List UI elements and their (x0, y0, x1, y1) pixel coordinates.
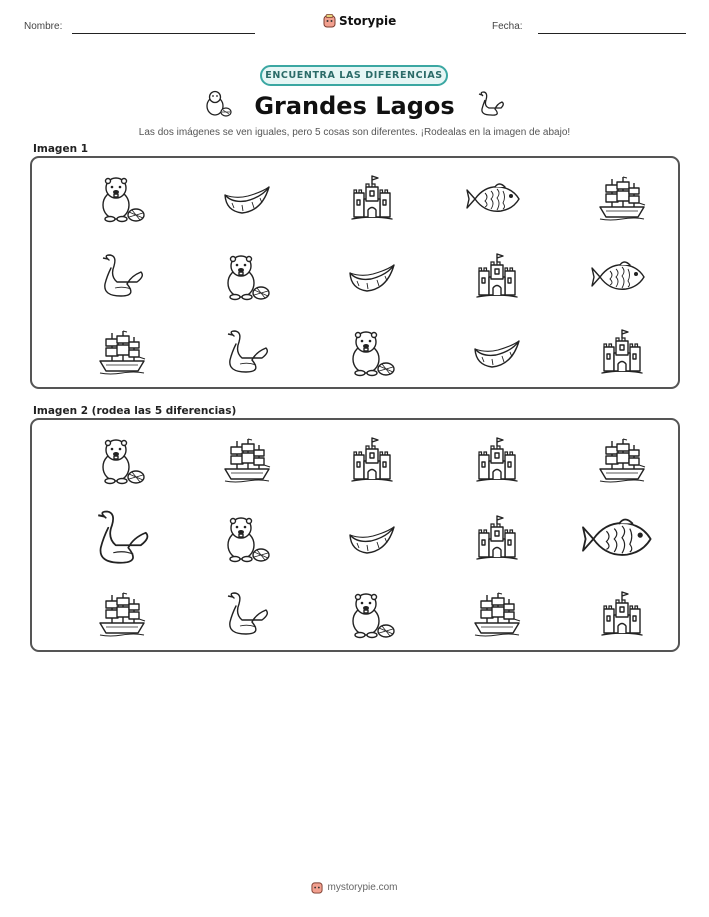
beaver-icon (202, 90, 232, 118)
fish-icon[interactable] (557, 502, 687, 576)
beaver-icon (57, 162, 187, 236)
footer-url[interactable]: mystorypie.com (327, 882, 398, 893)
canoe-icon (307, 240, 437, 314)
castle-icon (432, 240, 562, 314)
castle-icon (557, 316, 687, 390)
brand-logo (323, 14, 396, 28)
image2-label: Imagen 2 (rodea las 5 diferencias) (33, 405, 237, 417)
castle-icon (307, 162, 437, 236)
beaver-icon[interactable] (307, 578, 437, 652)
swan-icon (477, 90, 507, 118)
beaver-icon (182, 240, 312, 314)
canoe-icon (432, 316, 562, 390)
footer (0, 881, 709, 894)
instructions: Las dos imágenes se ven iguales, pero 5 cosas son diferentes. ¡Rodealas en la imagen de abajo! (138, 127, 571, 138)
page-title (0, 90, 709, 120)
beaver-icon (307, 316, 437, 390)
fish-icon (557, 240, 687, 314)
beaver-icon[interactable] (182, 502, 312, 576)
date-label: Fecha: (492, 21, 523, 32)
canoe-icon[interactable] (307, 502, 437, 576)
storypie-footer-icon (311, 881, 323, 894)
swan-icon[interactable] (182, 578, 312, 652)
canoe-icon (182, 162, 312, 236)
name-line[interactable] (72, 33, 255, 34)
ship-icon (57, 316, 187, 390)
castle-icon[interactable] (557, 578, 687, 652)
activity-badge: ENCUENTRA LAS DIFERENCIAS (260, 65, 448, 86)
ship-icon (557, 162, 687, 236)
image2-panel[interactable] (30, 418, 680, 652)
fish-icon (432, 162, 562, 236)
storypie-logo-icon (323, 14, 336, 28)
title-text: Grandes Lagos (254, 92, 455, 120)
image1-label: Imagen 1 (33, 143, 89, 155)
swan-icon[interactable] (57, 502, 187, 576)
castle-icon[interactable] (307, 424, 437, 498)
brand-name: Storypie (339, 14, 397, 28)
ship-icon[interactable] (57, 578, 187, 652)
name-label: Nombre: (24, 21, 63, 32)
castle-icon[interactable] (432, 424, 562, 498)
beaver-icon[interactable] (57, 424, 187, 498)
ship-icon[interactable] (557, 424, 687, 498)
ship-icon[interactable] (182, 424, 312, 498)
swan-icon (57, 240, 187, 314)
swan-icon (182, 316, 312, 390)
ship-icon[interactable] (432, 578, 562, 652)
castle-icon[interactable] (432, 502, 562, 576)
image1-panel (30, 156, 680, 389)
date-line[interactable] (538, 33, 686, 34)
